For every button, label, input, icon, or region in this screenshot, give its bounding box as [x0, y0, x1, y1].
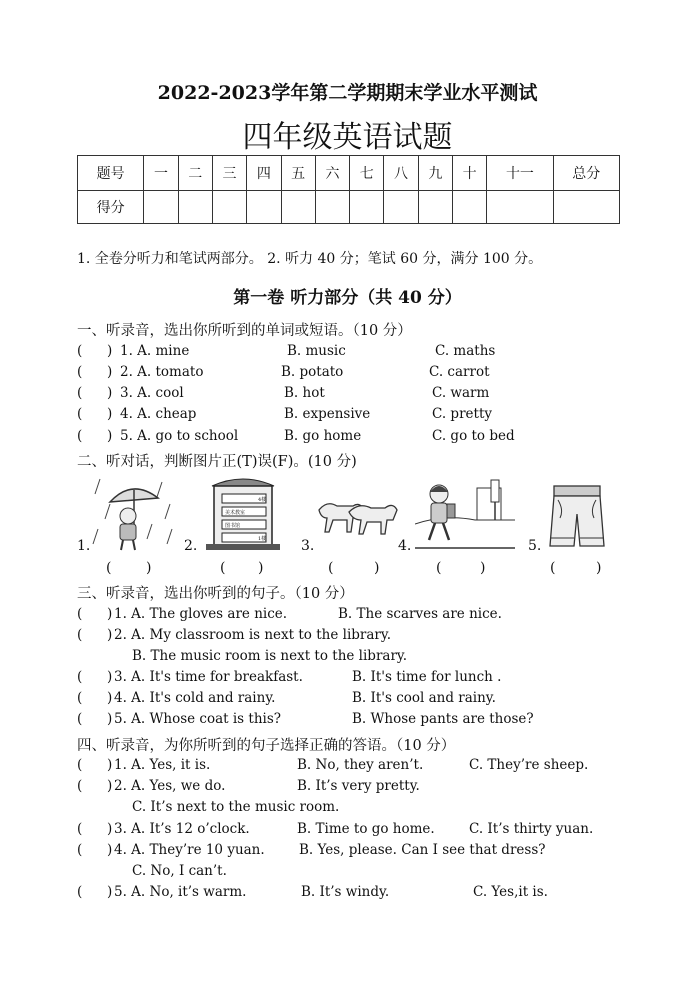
answer-paren-close: ): [107, 364, 113, 380]
question-heading-3: 三、听录音，选出你听到的句子。（10 分）: [77, 586, 354, 602]
score-cell: 七: [350, 156, 384, 191]
score-cell: 题号: [78, 156, 144, 191]
option-b: B. It’s windy.: [301, 884, 390, 900]
list-item: [77, 711, 637, 731]
answer-paren-close: ): [480, 560, 486, 576]
boy-walking-home-icon: [415, 474, 515, 554]
score-cell: 一: [144, 156, 178, 191]
exam-note: 1. 全卷分听力和笔试两部分。 2. 听力 40 分；笔试 60 分，满分 100 分。: [77, 251, 543, 267]
answer-paren-close: ): [107, 406, 113, 422]
list-item: [77, 863, 637, 883]
score-cell: 八: [384, 156, 418, 191]
answer-paren[interactable]: (: [77, 690, 83, 706]
answer-paren[interactable]: (: [77, 364, 83, 380]
exam-subtitle: 四年级英语试题: [242, 120, 453, 155]
answer-paren[interactable]: (: [77, 669, 83, 685]
list-item: [77, 821, 637, 841]
answer-paren-close: ): [107, 428, 113, 444]
answer-paren[interactable]: (: [106, 560, 112, 576]
list-item: [77, 364, 637, 384]
exam-title: 2022-2023学年第二学期期末学业水平测试: [157, 82, 538, 104]
answer-paren[interactable]: (: [77, 842, 83, 858]
option-b: B. Time to go home.: [297, 821, 435, 837]
option-a: 3. A. It's time for breakfast.: [114, 669, 303, 685]
option-c: C. carrot: [429, 364, 490, 380]
answer-paren-close: ): [107, 343, 113, 359]
picture-number: 2.: [184, 538, 198, 554]
option-b: B. music: [287, 343, 346, 359]
score-input-cell[interactable]: [487, 191, 553, 224]
answer-paren[interactable]: (: [328, 560, 334, 576]
floor-label: 美术教室: [225, 510, 246, 516]
option-a: 4. A. They’re 10 yuan.: [114, 842, 265, 858]
answer-paren-close: ): [596, 560, 602, 576]
score-input-cell[interactable]: [315, 191, 349, 224]
section-title: 第一卷 听力部分（共 40 分）: [233, 288, 462, 308]
option-b: B. go home: [284, 428, 362, 444]
score-input-cell[interactable]: [350, 191, 384, 224]
score-input-cell[interactable]: [553, 191, 619, 224]
option-b: B. hot: [284, 385, 325, 401]
option-a: 1. A. The gloves are nice.: [114, 606, 288, 622]
horses-icon: [313, 488, 399, 544]
list-item: [77, 884, 637, 904]
option-b: B. Whose pants are those?: [352, 711, 534, 727]
list-item: [77, 842, 637, 862]
option-b: B. It's cool and rainy.: [352, 690, 496, 706]
score-input-cell[interactable]: [418, 191, 452, 224]
list-item: [77, 757, 637, 777]
score-cell: 十一: [487, 156, 553, 191]
option-b: B. The music room is next to the library.: [132, 648, 408, 664]
school-building-icon: [200, 472, 286, 552]
score-table: [77, 155, 620, 224]
answer-paren[interactable]: (: [77, 343, 83, 359]
answer-paren[interactable]: (: [77, 627, 83, 643]
answer-paren-close: ): [107, 842, 113, 858]
option-a: 2. A. tomato: [120, 364, 204, 380]
score-cell: 三: [212, 156, 246, 191]
answer-paren-close: ): [107, 690, 113, 706]
question-heading-1: 一、听录音，选出你所听到的单词或短语。（10 分）: [77, 323, 412, 339]
option-a: 5. A. No, it’s warm.: [114, 884, 247, 900]
answer-paren-close: ): [107, 757, 113, 773]
option-b: B. potato: [281, 364, 344, 380]
score-input-cell[interactable]: [452, 191, 486, 224]
question-heading-2: 二、听对话，判断图片正(T)误(F)。(10 分): [77, 454, 357, 470]
option-c: C. It’s next to the music room.: [132, 799, 340, 815]
answer-paren-close: ): [374, 560, 380, 576]
picture-number: 1.: [77, 538, 91, 554]
option-a: 4. A. cheap: [120, 406, 197, 422]
score-cell: 二: [178, 156, 212, 191]
list-item: [77, 690, 637, 710]
score-input-cell[interactable]: [144, 191, 178, 224]
option-a: 5. A. go to school: [120, 428, 239, 444]
list-item: [77, 385, 637, 405]
answer-paren-close: ): [258, 560, 264, 576]
list-item: [77, 428, 637, 448]
score-cell: 得分: [78, 191, 144, 224]
option-b: B. No, they aren’t.: [297, 757, 424, 773]
option-a: 5. A. Whose coat is this?: [114, 711, 282, 727]
answer-paren-close: ): [107, 711, 113, 727]
answer-paren[interactable]: (: [77, 428, 83, 444]
option-a: 3. A. cool: [120, 385, 184, 401]
shorts-icon: [546, 484, 608, 550]
option-a: 4. A. It's cold and rainy.: [114, 690, 276, 706]
answer-paren[interactable]: (: [77, 778, 83, 794]
answer-paren-close: ): [107, 606, 113, 622]
answer-paren[interactable]: (: [77, 821, 83, 837]
answer-paren[interactable]: (: [550, 560, 556, 576]
picture-number: 4.: [398, 538, 412, 554]
option-a: 1. A. Yes, it is.: [114, 757, 211, 773]
floor-label: 图书馆: [225, 523, 241, 529]
option-a: 1. A. mine: [120, 343, 190, 359]
option-a: 3. A. It’s 12 o’clock.: [114, 821, 250, 837]
answer-paren-close: ): [107, 627, 113, 643]
picture-number: 3.: [301, 538, 315, 554]
answer-paren-close: ): [107, 778, 113, 794]
score-input-cell[interactable]: [281, 191, 315, 224]
score-table-header-row: [78, 156, 620, 191]
answer-paren[interactable]: (: [77, 757, 83, 773]
answer-paren-close: ): [107, 884, 113, 900]
option-a: 2. A. Yes, we do.: [114, 778, 226, 794]
answer-paren[interactable]: (: [220, 560, 226, 576]
list-item: [77, 669, 637, 689]
floor-label: 1楼: [258, 536, 267, 542]
option-c: C. warm: [432, 385, 490, 401]
answer-paren[interactable]: (: [77, 884, 83, 900]
list-item: [77, 606, 637, 626]
list-item: [77, 627, 637, 647]
score-table-score-row: [78, 191, 620, 224]
answer-paren-close: ): [107, 669, 113, 685]
score-cell: 九: [418, 156, 452, 191]
list-item: [77, 648, 637, 668]
answer-paren-close: ): [146, 560, 152, 576]
floor-label: 4楼: [258, 497, 267, 503]
answer-paren[interactable]: (: [77, 711, 83, 727]
option-c: C. It’s thirty yuan.: [469, 821, 594, 837]
score-cell: 四: [247, 156, 281, 191]
score-input-cell[interactable]: [384, 191, 418, 224]
list-item: [77, 343, 637, 363]
girl-umbrella-rain-icon: [92, 474, 178, 554]
option-b: B. It's time for lunch .: [352, 669, 502, 685]
list-item: [77, 778, 637, 798]
question-heading-4: 四、听录音，为你所听到的句子选择正确的答语。（10 分）: [77, 738, 456, 754]
option-b: B. expensive: [284, 406, 371, 422]
answer-paren[interactable]: (: [77, 406, 83, 422]
score-cell: 五: [281, 156, 315, 191]
answer-paren[interactable]: (: [436, 560, 442, 576]
score-input-cell[interactable]: [178, 191, 212, 224]
answer-paren[interactable]: (: [77, 606, 83, 622]
option-c: C. They’re sheep.: [469, 757, 589, 773]
score-cell: 十: [452, 156, 486, 191]
option-c: C. go to bed: [432, 428, 515, 444]
list-item: [77, 799, 637, 819]
answer-paren-close: ): [107, 821, 113, 837]
option-c: C. No, I can’t.: [132, 863, 227, 879]
score-cell: 六: [315, 156, 349, 191]
option-c: C. pretty: [432, 406, 492, 422]
score-input-cell[interactable]: [247, 191, 281, 224]
score-cell: 总分: [553, 156, 619, 191]
option-b: B. It’s very pretty.: [297, 778, 420, 794]
answer-paren-close: ): [107, 385, 113, 401]
list-item: [77, 406, 637, 426]
option-a: 2. A. My classroom is next to the library.: [114, 627, 391, 643]
option-c: C. Yes,it is.: [473, 884, 548, 900]
option-b: B. The scarves are nice.: [338, 606, 502, 622]
option-c: C. maths: [435, 343, 496, 359]
option-b: B. Yes, please. Can I see that dress?: [299, 842, 546, 858]
picture-number: 5.: [528, 538, 542, 554]
answer-paren[interactable]: (: [77, 385, 83, 401]
score-input-cell[interactable]: [212, 191, 246, 224]
